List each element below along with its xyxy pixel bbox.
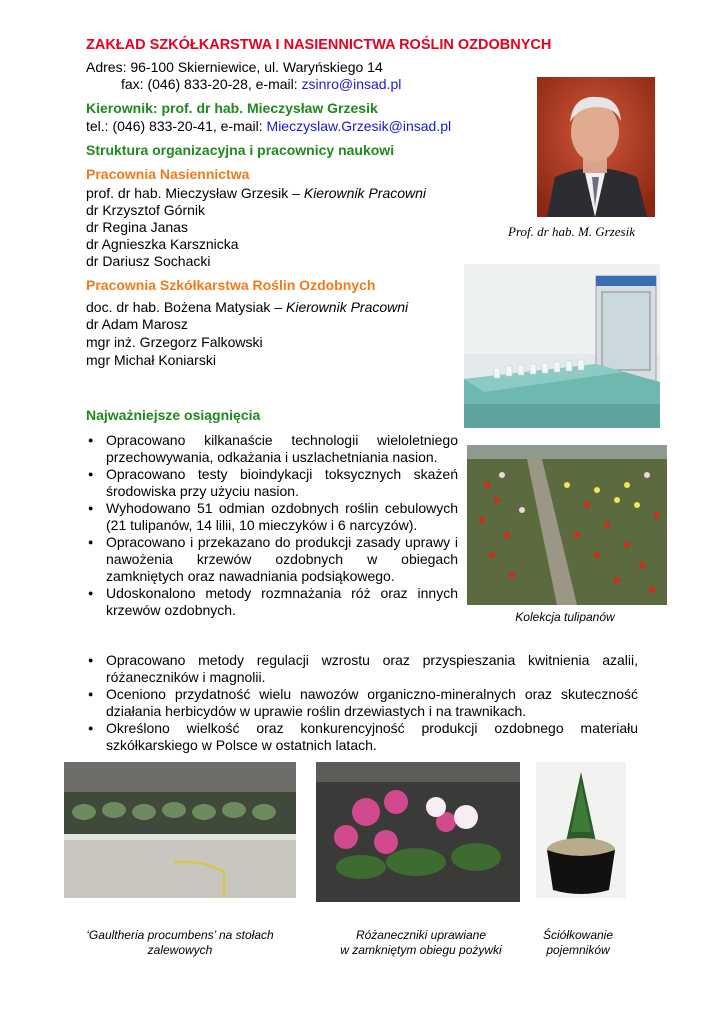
achievements-heading: Najważniejsze osiągnięcia (86, 407, 261, 423)
tulip-caption: Kolekcja tulipanów (515, 610, 615, 624)
lab1-head-role: Kierownik Pracowni (303, 185, 427, 201)
portrait-caption: Prof. dr hab. M. Grzesik (508, 224, 635, 239)
portrait-illustration (537, 77, 655, 217)
lab-illustration (464, 264, 660, 428)
achievement-item: ● Określono wielkość oraz konkurencyjność produkcji ozdobnego materiału szkółkarskiego w Polsce w ostatnich latach. (86, 720, 638, 754)
lab-photo (464, 264, 660, 428)
portrait-photo (537, 77, 655, 217)
page-title: ZAKŁAD SZKÓŁKARSTWA I NASIENNICTWA ROŚLIN OZDOBNYCH (86, 37, 552, 53)
lab2-title: Pracownia Szkółkarstwa Roślin Ozdobnych (86, 277, 376, 293)
fax-email-link[interactable]: zsinro@insad.pl (301, 76, 402, 92)
rhododendron-photo (316, 762, 520, 902)
lab2-head (86, 299, 408, 316)
pot-caption-line-2: pojemników (546, 943, 610, 957)
lab2-staff-3: mgr Michał Koniarski (86, 352, 216, 368)
lab1-staff-1: dr Krzysztof Górnik (86, 202, 206, 218)
rhododendron-caption-line-2: w zamkniętym obiegu pożywki (340, 943, 502, 957)
achievement-item: ● Opracowano metody regulacji wzrostu oraz przyspieszania kwitnienia azalii, różaneczników i magnolii. (86, 652, 638, 686)
gaultheria-photo (64, 762, 296, 898)
lab1-staff-4: dr Dariusz Sochacki (86, 253, 211, 269)
achievements-list-narrow (86, 432, 458, 619)
tel-text: tel.: (046) 833-20-41, e-mail: (86, 118, 267, 134)
lab1-head-name: prof. dr hab. Mieczysław Grzesik – (86, 185, 304, 201)
lab2-head-name: doc. dr hab. Bożena Matysiak – (86, 299, 286, 315)
tel-email-link[interactable]: Mieczyslaw.Grzesik@insad.pl (266, 118, 452, 134)
achievement-item: ● Wyhodowano 51 odmian ozdobnych roślin cebulowych (21 tulipanów, 14 lilii, 10 mieczyków i 6 narcyzów). (86, 500, 458, 534)
achievement-item: ● Opracowano kilkanaście technologii wieloletniego przechowywania, odkażania i uszlachetniania nasion. (86, 432, 458, 466)
lab2-head-role: Kierownik Pracowni (286, 299, 409, 315)
fax-line (121, 76, 401, 93)
fax-text: fax: (046) 833-20-28, e-mail: (121, 76, 302, 92)
gaultheria-caption-line-1: ‘Gaultheria procumbens’ na stołach (86, 928, 274, 942)
gaultheria-caption-line-2: zalewowych (147, 943, 213, 957)
achievement-item: ● Udoskonalono metody rozmnażania róż oraz innych krzewów ozdobnych. (86, 585, 458, 619)
pot-caption (528, 928, 628, 958)
pot-illustration (536, 762, 626, 898)
gaultheria-caption (60, 928, 300, 958)
lab1-head (86, 185, 426, 202)
tulip-illustration (467, 445, 667, 605)
lab1-staff-2: dr Regina Janas (86, 219, 188, 235)
head-label: Kierownik: prof. dr hab. Mieczysław Grzesik (86, 100, 378, 116)
tel-line (86, 118, 451, 135)
rhododendron-illustration (316, 762, 520, 902)
achievement-item: ● Opracowano i przekazano do produkcji zasady uprawy i nawożenia krzewów ozdobnych w obiegach zamkniętych oraz nawadniania podsiąkowego. (86, 534, 458, 585)
structure-heading: Struktura organizacyjna i pracownicy naukowi (86, 142, 395, 158)
gaultheria-illustration (64, 762, 296, 898)
rhododendron-caption (316, 928, 526, 958)
rhododendron-caption-line-1: Różaneczniki uprawiane (355, 928, 487, 942)
pot-caption-line-1: Ściółkowanie (542, 928, 614, 942)
lab2-staff-1: dr Adam Marosz (86, 316, 188, 332)
pot-photo (536, 762, 626, 898)
achievement-item: ● Opracowano testy bioindykacji toksycznych skażeń środowiska przy użyciu nasion. (86, 466, 458, 500)
lab2-staff-2: mgr inż. Grzegorz Falkowski (86, 334, 263, 350)
achievement-item: ● Oceniono przydatność wielu nawozów organiczno-mineralnych oraz skuteczność działania herbicydów w uprawie roślin drzewiastych i na trawnikach. (86, 686, 638, 720)
lab1-staff-3: dr Agnieszka Karsznicka (86, 236, 239, 252)
address-line: Adres: 96-100 Skierniewice, ul. Waryńskiego 14 (86, 59, 383, 75)
lab1-title: Pracownia Nasiennictwa (86, 166, 250, 182)
achievements-list-wide (86, 652, 638, 754)
tulip-photo (467, 445, 667, 605)
